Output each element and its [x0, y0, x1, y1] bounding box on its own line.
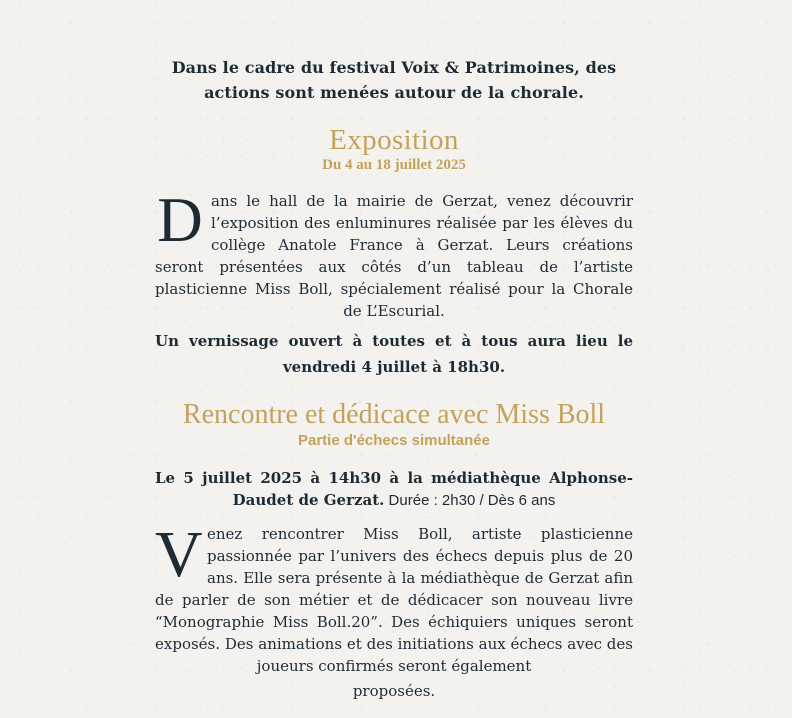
rencontre-subtitle: Partie d'échecs simultanée — [298, 432, 490, 449]
event-page — [155, 0, 633, 718]
rencontre-title: Rencontre et dédicace avec Miss Boll — [182, 399, 606, 430]
rencontre-last-word: proposées. — [352, 682, 436, 700]
exposition-date: Du 4 au 18 juillet 2025 — [322, 157, 466, 173]
rencontre-date-location — [155, 467, 633, 512]
intro-text: Dans le cadre du festival Voix & Patrimoines, des actions sont menées autour de la chorale. — [171, 58, 617, 102]
rencontre-description — [155, 518, 633, 677]
rencontre-drop-cap: V — [155, 518, 203, 591]
rencontre-date-bold: Le 5 juillet 2025 à 14h30 à la médiathèque Alphonse-Daudet de Gerzat. — [155, 469, 633, 509]
vernissage-announcement: Un vernissage ouvert à toutes et à tous aura lieu le vendredi 4 juillet à 18h30. — [155, 332, 633, 376]
exposition-description — [155, 185, 633, 322]
exposition-drop-cap: D — [157, 185, 203, 255]
rencontre-description-text: enez rencontrer Miss Boll, artiste plasticienne passionnée par l’univers des échecs depuis plus de 20 ans. Elle sera présente à la médiathèque de Gerzat afin de parler de son métier et de dédicacer son nouveau livre “Monographie Miss Boll.20”. Des échiquiers uniques seront exposés. Des animations et des initiations aux échecs avec des joueurs confirmés seront également — [155, 525, 633, 675]
rencontre-duration: Durée : 2h30 / Dès 6 ans — [384, 492, 556, 509]
exposition-description-text: ans le hall de la mairie de Gerzat, venez découvrir l’exposition des enluminures réalisée par les élèves du collège Anatole France à Gerzat. Leurs créations seront présentées aux côtés d’un tableau de l’artiste plasticienne Miss Boll, spécialement réalisé pour la Chorale de L’Escurial. — [155, 192, 633, 320]
exposition-title: Exposition — [329, 124, 459, 156]
